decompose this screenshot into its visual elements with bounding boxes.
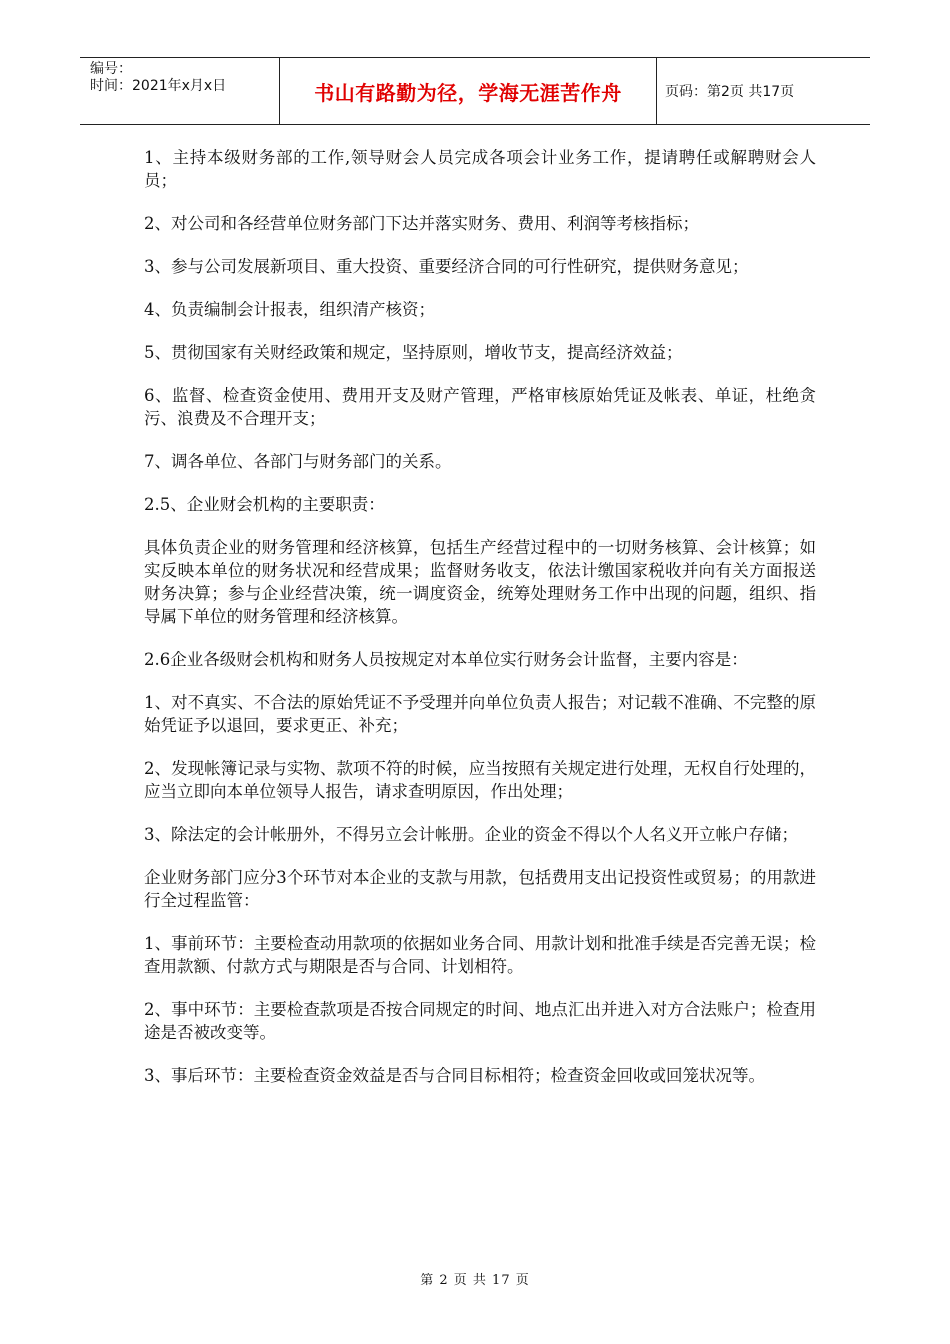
paragraph: 1、主持本级财务部的工作,领导财会人员完成各项会计业务工作，提请聘任或解聘财会人员； bbox=[144, 148, 816, 190]
paragraph: 3、参与公司发展新项目、重大投资、重要经济合同的可行性研究，提供财务意见； bbox=[144, 257, 749, 276]
paragraph: 6、监督、检查资金使用、费用开支及财产管理，严格审核原始凭证及帐表、单证，杜绝贪污、浪费及不合理开支； bbox=[144, 386, 816, 428]
paragraph: 1、事前环节：主要检查动用款项的依据如业务合同、用款计划和批准手续是否完善无误；检查用款额、付款方式与期限是否与合同、计划相符。 bbox=[144, 934, 816, 976]
paragraph: 企业财务部门应分3个环节对本企业的支款与用款，包括费用支出记投资性或贸易；的用款进行全过程监管： bbox=[144, 868, 816, 910]
paragraph: 5、贯彻国家有关财经政策和规定，坚持原则，增收节支，提高经济效益； bbox=[144, 343, 683, 362]
paragraph: 7、调各单位、各部门与财务部门的关系。 bbox=[144, 452, 452, 471]
paragraph: 3、事后环节：主要检查资金效益是否与合同目标相符；检查资金回收或回笼状况等。 bbox=[144, 1066, 765, 1085]
paragraph: 3、除法定的会计帐册外，不得另立会计帐册。企业的资金不得以个人名义开立帐户存储； bbox=[144, 825, 798, 844]
header-page-info: 页码：第2页 共17页 bbox=[665, 84, 795, 100]
paragraph: 1、对不真实、不合法的原始凭证不予受理并向单位负责人报告；对记载不准确、不完整的原始凭证予以退回，要求更正、补充； bbox=[144, 693, 816, 735]
document-number-label: 编号： bbox=[90, 61, 132, 77]
paragraph: 2、事中环节：主要检查款项是否按合同规定的时间、地点汇出并进入对方合法账户；检查用途是否被改变等。 bbox=[144, 1000, 816, 1042]
document-body bbox=[144, 146, 816, 1107]
header-meta bbox=[80, 58, 280, 124]
document-header bbox=[80, 57, 870, 125]
paragraph: 2、发现帐簿记录与实物、款项不符的时候，应当按照有关规定进行处理，无权自行处理的，应当立即向本单位领导人报告，请求查明原因，作出处理； bbox=[144, 759, 816, 801]
document-time-label: 时间：2021年x月x日 bbox=[90, 78, 227, 94]
paragraph: 具体负责企业的财务管理和经济核算，包括生产经营过程中的一切财务核算、会计核算；如实反映本单位的财务状况和经营成果；监督财务收支，依法计缴国家税收并向有关方面报送财务决算；参与企业经营决策，统一调度资金，统筹处理财务工作中出现的问题，组织、指导属下单位的财务管理和经济核算。 bbox=[144, 538, 816, 626]
page-footer: 第 2 页 共 17 页 bbox=[420, 1273, 530, 1288]
paragraph: 2、对公司和各经营单位财务部门下达并落实财务、费用、利润等考核指标； bbox=[144, 214, 699, 233]
paragraph: 4、负责编制会计报表，组织清产核资； bbox=[144, 300, 435, 319]
header-motto: 书山有路勤为径，学海无涯苦作舟 bbox=[280, 58, 657, 124]
section-heading: 2.6企业各级财会机构和财务人员按规定对本单位实行财务会计监督，主要内容是： bbox=[144, 650, 748, 669]
section-heading: 2.5、企业财会机构的主要职责： bbox=[144, 495, 385, 514]
